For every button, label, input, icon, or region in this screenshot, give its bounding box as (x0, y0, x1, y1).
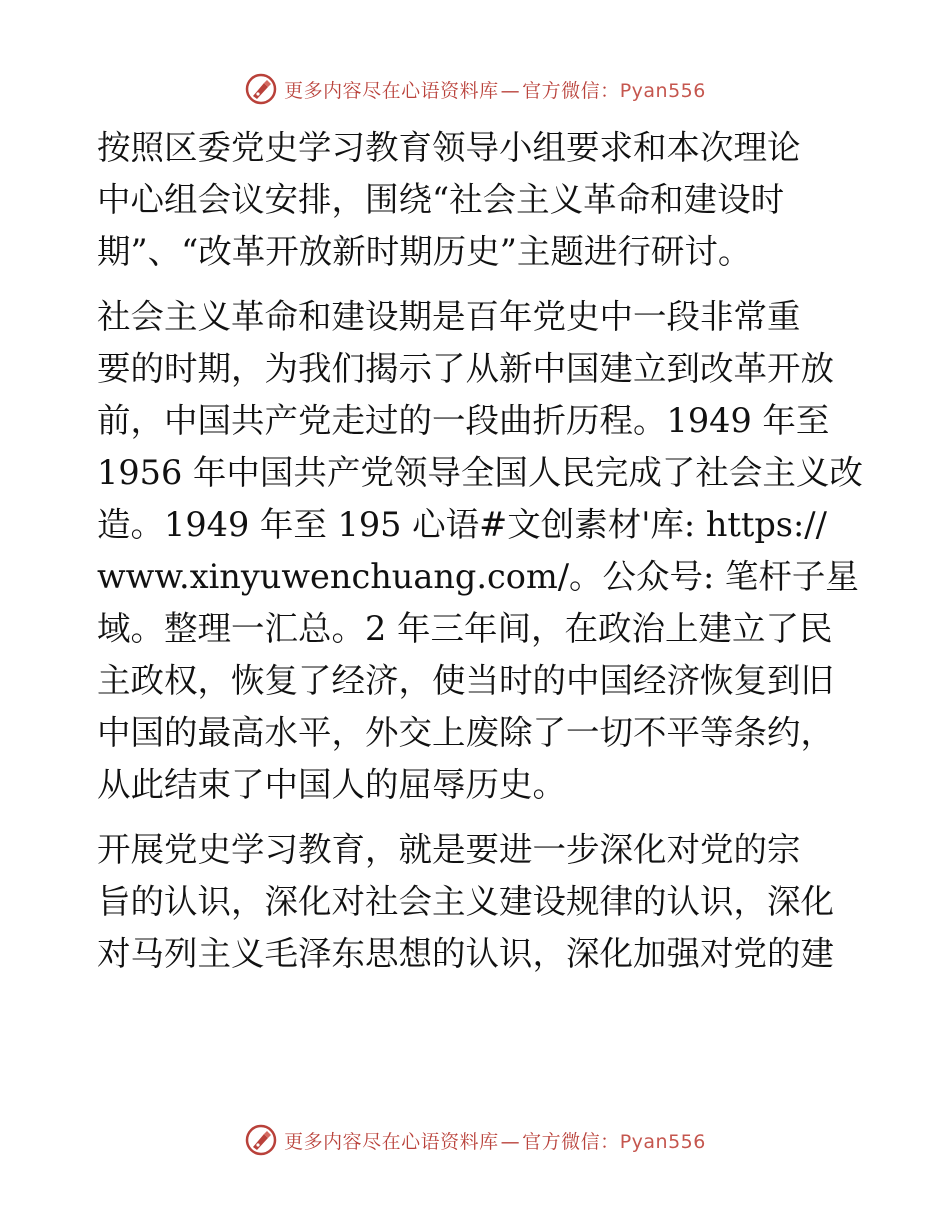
paragraph-line: 从此结束了中国人的屈辱历史。 (97, 765, 566, 804)
header-banner-separator: — (500, 79, 521, 102)
paragraph-line: 旨的认识，深化对社会主义建设规律的认识，深化 (97, 882, 834, 921)
paragraph-line: 要的时期，为我们揭示了从新中国建立到改革开放 (97, 349, 834, 388)
paragraph-3 (97, 824, 867, 980)
paragraph-1 (97, 122, 867, 278)
paragraph-line: 按照区委党史学习教育领导小组要求和本次理论 (97, 128, 801, 167)
footer-banner (0, 1123, 950, 1157)
paragraph-line: 中心组会议安排，围绕“社会主义革命和建设时 (97, 180, 785, 219)
pen-nib-logo-icon (244, 72, 278, 106)
header-banner-main: 更多内容尽在心语资料库 (284, 79, 499, 102)
paragraph-line: 前，中国共产党走过的一段曲折历程。1949 年至 (97, 401, 830, 440)
footer-banner-text (284, 1127, 706, 1154)
paragraph-line: www.xinyuwenchuang.com/。公众号: 笔杆子星 (97, 557, 859, 596)
paragraph-line: 1956 年中国共产党领导全国人民完成了社会主义改 (97, 453, 863, 492)
paragraph-line: 造。1949 年至 195 心语#文创素材'库: https:// (97, 505, 827, 544)
paragraph-line: 域。整理一汇总。2 年三年间，在政治上建立了民 (97, 609, 833, 648)
document-body (97, 122, 867, 993)
paragraph-line: 开展党史学习教育，就是要进一步深化对党的宗 (97, 830, 801, 869)
header-banner-text (284, 76, 706, 103)
paragraph-line: 中国的最高水平，外交上废除了一切不平等条约， (97, 713, 834, 752)
header-banner (0, 72, 950, 106)
pen-nib-logo-icon (244, 1123, 278, 1157)
footer-banner-contact-id: Pyan556 (619, 1130, 706, 1153)
footer-banner-separator: — (500, 1130, 521, 1153)
paragraph-line: 主政权，恢复了经济，使当时的中国经济恢复到旧 (97, 661, 834, 700)
header-banner-contact-label: 官方微信： (522, 79, 620, 102)
footer-banner-contact-label: 官方微信： (522, 1130, 620, 1153)
paragraph-2 (97, 291, 867, 811)
header-banner-contact-id: Pyan556 (619, 79, 706, 102)
paragraph-line: 期”、“改革开放新时期历史”主题进行研讨。 (97, 232, 752, 271)
footer-banner-main: 更多内容尽在心语资料库 (284, 1130, 499, 1153)
paragraph-line: 对马列主义毛泽东思想的认识，深化加强对党的建 (97, 934, 834, 973)
paragraph-line: 社会主义革命和建设期是百年党史中一段非常重 (97, 297, 801, 336)
